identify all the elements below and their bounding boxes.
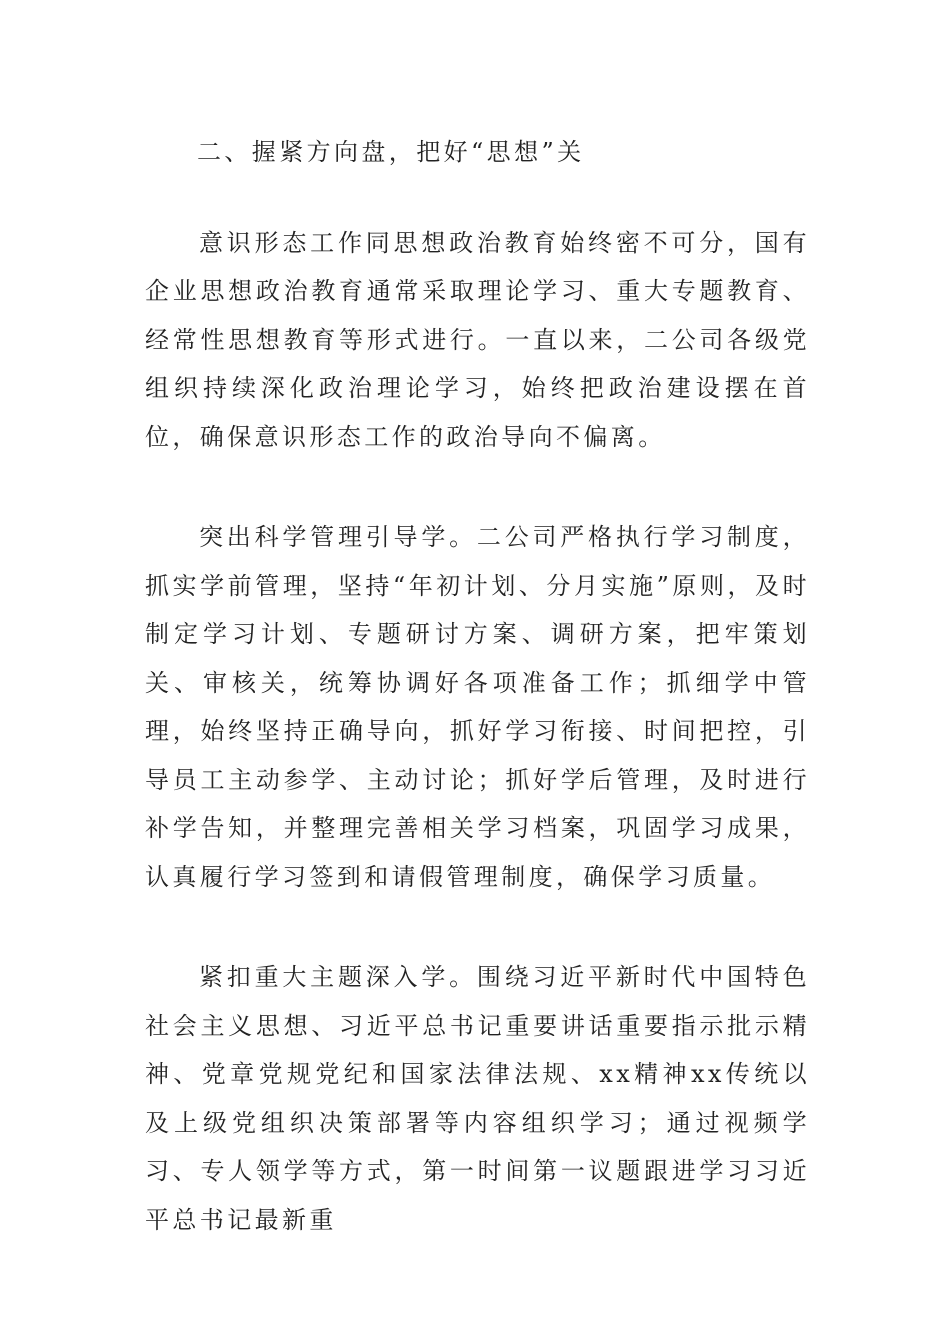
spacer [145, 461, 810, 513]
paragraph-themes: 紧扣重大主题深入学。围绕习近平新时代中国特色社会主义思想、习近平总书记重要讲话重要指示批示精神、党章党规党纪和国家法律法规、xx精神xx传统以及上级党组织决策部署等内容组织学习；通过视频学习、专人领学等方式，第一时间第一议题跟进学习习近平总书记最新重 [145, 963, 810, 1234]
paragraph-management: 突出科学管理引导学。二公司严格执行学习制度，抓实学前管理，坚持“年初计划、分月实施”原则，及时制定学习计划、专题研讨方案、调研方案，把牢策划关、审核关，统筹协调好各项准备工作；抓细学中管理，始终坚持正确导向，抓好学习衔接、时间把控，引导员工主动参学、主动讨论；抓好学后管理，及时进行补学告知，并整理完善相关学习档案，巩固学习成果，认真履行学习签到和请假管理制度，确保学习质量。 [145, 523, 810, 891]
spacer [145, 177, 810, 219]
section-heading: 二、握紧方向盘，把好“思想”关 [197, 138, 585, 166]
spacer [145, 901, 810, 953]
paragraph-intro: 意识形态工作同思想政治教育始终密不可分，国有企业思想政治教育通常采取理论学习、重大专题教育、经常性思想教育等形式进行。一直以来，二公司各级党组织持续深化政治理论学习，始终把政治建设摆在首位，确保意识形态工作的政治导向不偏离。 [145, 228, 810, 451]
document-body [145, 128, 810, 1244]
